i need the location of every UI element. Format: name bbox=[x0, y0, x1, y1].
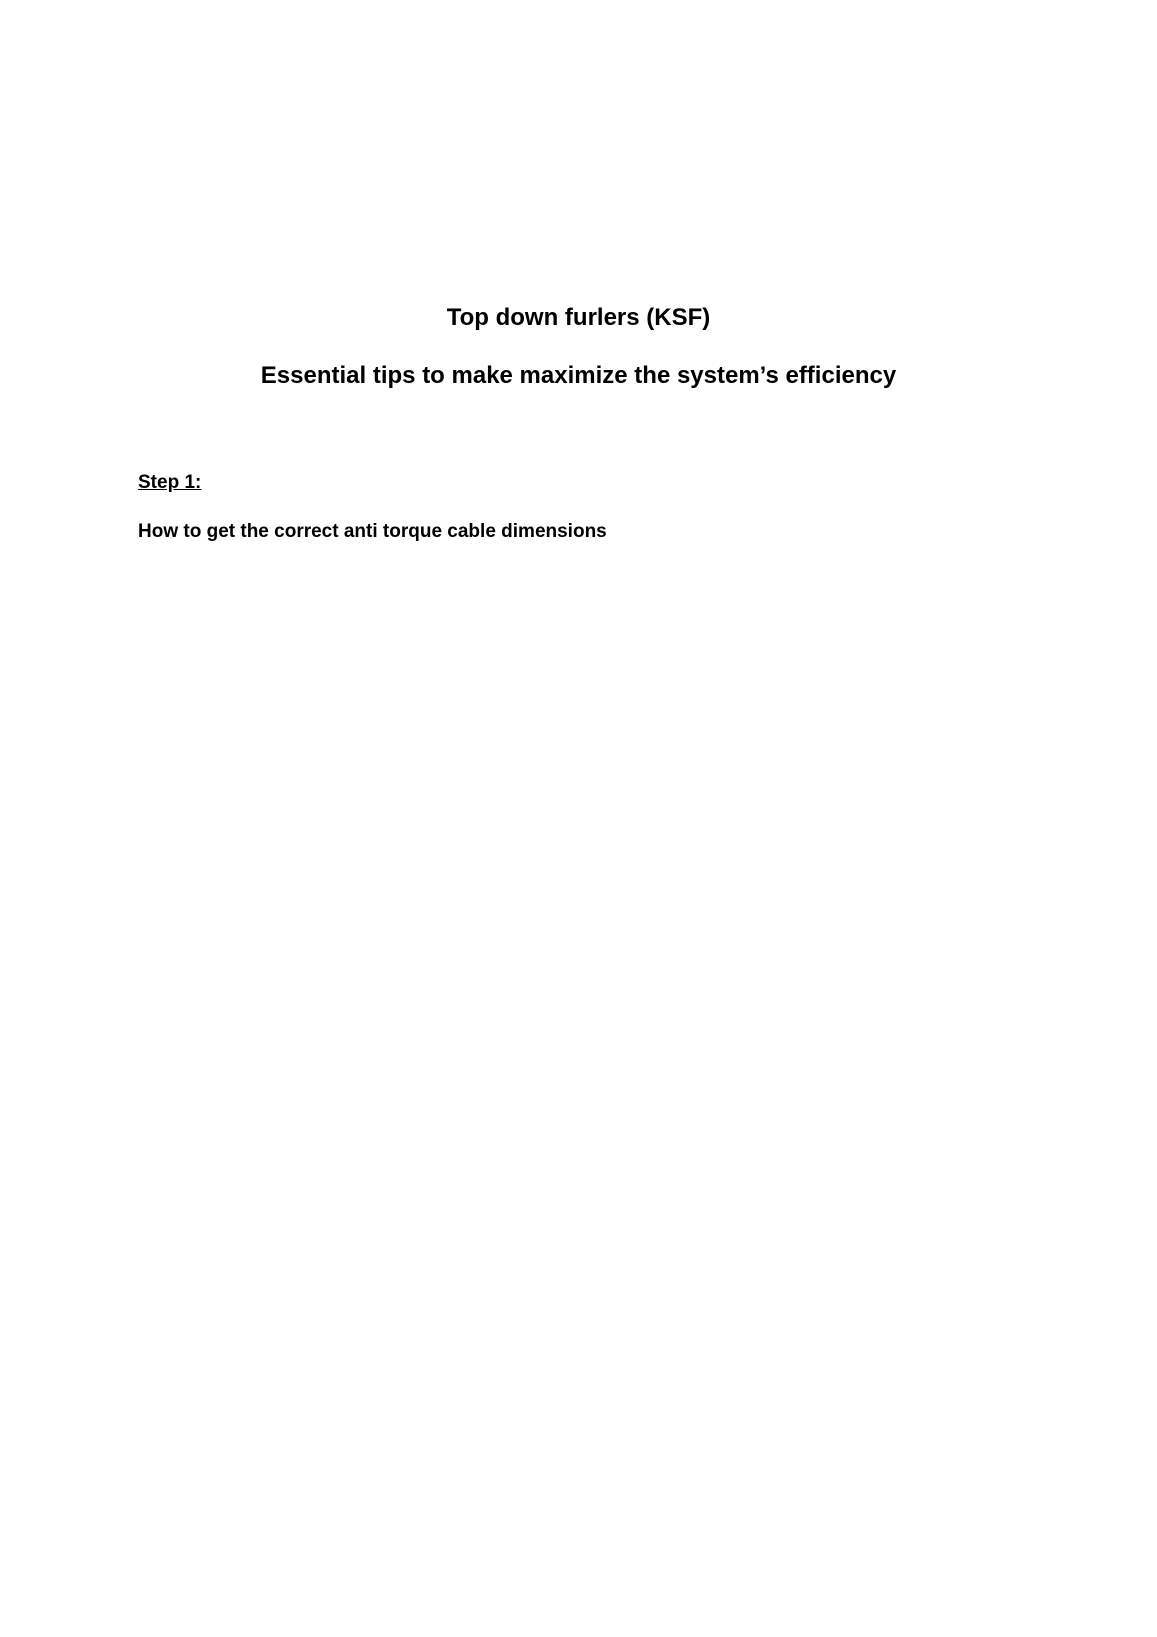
document-title: Top down furlers (KSF) bbox=[446, 304, 711, 331]
step-heading: How to get the correct anti torque cable dimensions bbox=[138, 521, 607, 542]
document-subtitle: Essential tips to make maximize the system’s efficiency bbox=[260, 362, 897, 389]
step-label: Step 1: bbox=[138, 472, 202, 493]
